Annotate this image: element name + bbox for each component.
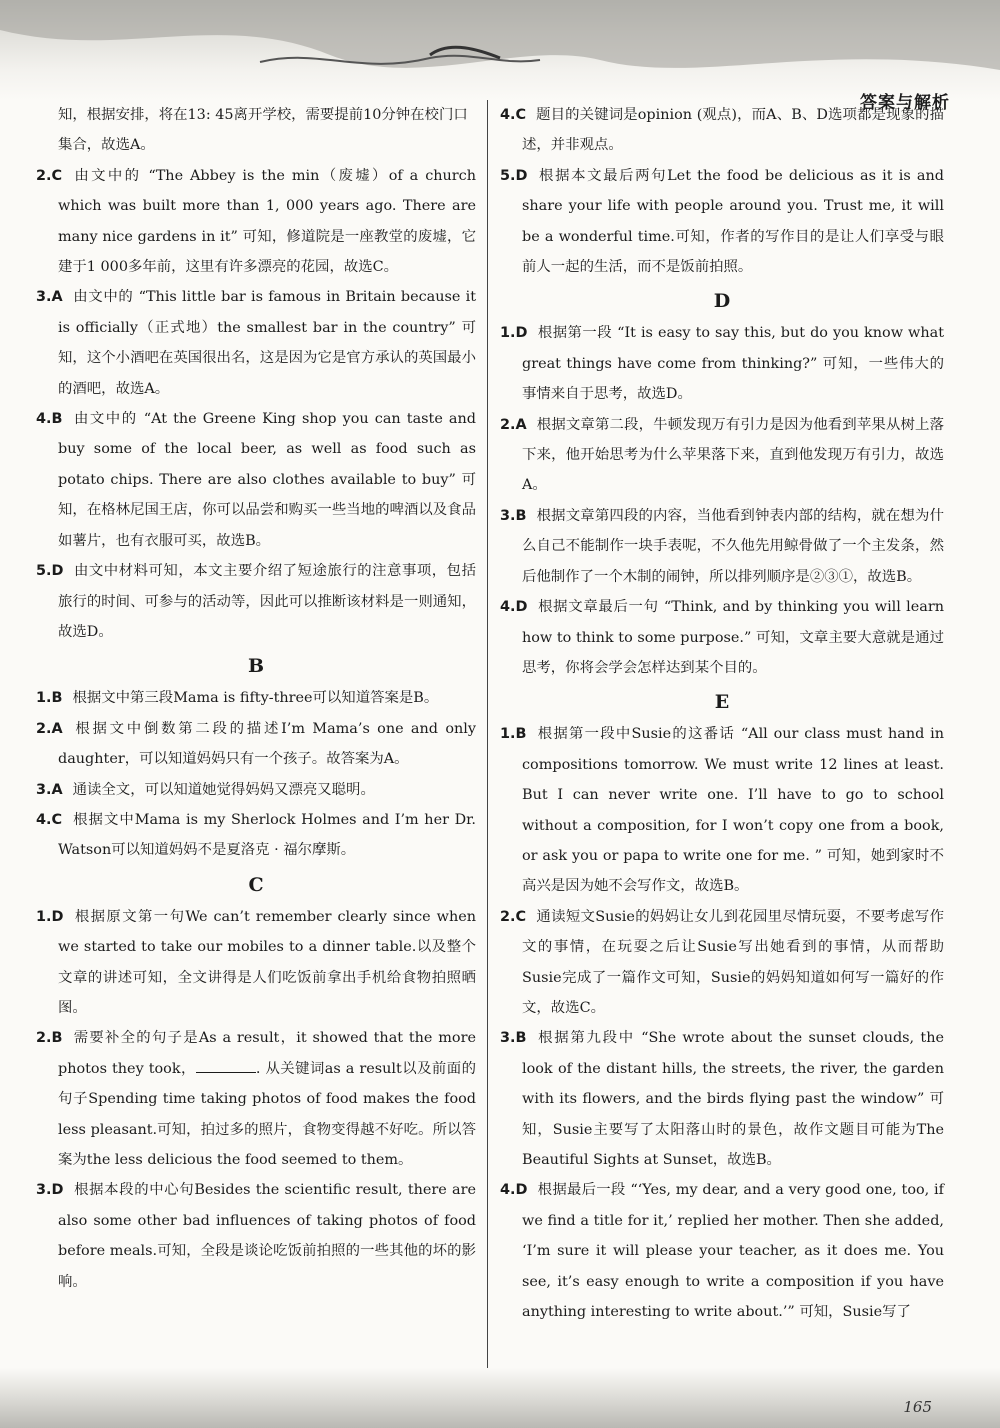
- header-ribbon-decoration: [0, 0, 1000, 100]
- answer-item: 2.C 由文中的 “The Abbey is the min（废墟）of a church which was built more than 1, 000 years ago. There are many nice gardens in it” 可知，修道院是一座教堂的废墟，它建于1 000多年前，这里有许多漂亮的花园，故选C。: [36, 167, 476, 276]
- answer-item: 4.C 题目的关键词是opinion (观点)，而A、B、D选项都是现象的描述，并非观点。: [500, 107, 944, 154]
- answer-item: 1.D 根据原文第一句We can’t remember clearly since when we started to take our mobiles to a dinner table.以及整个文章的讲述可知，全文讲得是人们吃饭前拿出手机给食物拍照晒图。: [36, 908, 476, 1016]
- answer-item: 4.B 由文中的 “At the Greene King shop you can taste and buy some of the local beer, as well as food such as potato chips. There are also clothes available to buy” 可知，在格林尼国王店，你可以品尝和购买一些当地的啤酒以及食品如薯片，也有衣服可买，故选B。: [36, 411, 476, 549]
- answer-item: 5.D 根据本文最后两句Let the food be delicious as it is and share your life with people around you. Trust me, it will be a wonderful time.可知，作者的写作目的是让人们享受与眼前人一起的生活，而不是饭前拍照。: [500, 167, 944, 276]
- right-column: [500, 100, 944, 1327]
- answer-item: 4.D 根据文章最后一句 “Think, and by thinking you will learn how to think to some purpose.” 可知，文章主要大意就是通过思考，你将会学会怎样达到某个目的。: [500, 599, 944, 676]
- answer-item: 1.B 根据文中第三段Mama is fifty-three可以知道答案是B。: [36, 690, 439, 707]
- answer-item: 1.B 根据第一段中Susie的这番话 “All our class must hand in compositions tomorrow. We must write 12 lines at least. But I can never write one. I’ll have to go to school without a composition, for I won’t copy one from a book, or ask you or papa to write one for me. ” 可知，她到家时不高兴是因为她不会写作文，故选B。: [500, 726, 944, 895]
- continued-paragraph: 知，根据安排，将在13: 45离开学校，需要提前10分钟在校门口集合，故选A。: [58, 107, 468, 154]
- answer-item: 3.A 通读全文，可以知道她觉得妈妈又漂亮又聪明。: [36, 781, 375, 798]
- answer-item: 2.A 根据文章第二段，牛顿发现万有引力是因为他看到苹果从树上落下来，他开始思考为什么苹果落下来，直到他发现万有引力，故选A。: [500, 416, 944, 494]
- answer-item: 3.B 根据第九段中 “She wrote about the sunset clouds, the look of the distant hills, the streets, the river, the garden with its flowers, and the birds flying past the window” 可知，Susie主要写了太阳落山时的景色，故作文题目可能为The Beautiful Sights at Sunset，故选B。: [500, 1030, 944, 1168]
- answer-item: 3.A 由文中的 “This little bar is famous in Britain because it is officially（正式地）the smallest bar in the country” 可知，这个小酒吧在英国很出名，这是因为它是官方承认的英国最小的酒吧，故选A。: [36, 289, 476, 397]
- footer-band: [0, 1368, 1000, 1428]
- page-number: 165: [903, 1398, 932, 1416]
- section-heading-c: C: [248, 873, 264, 896]
- answer-item: 3.B 根据文章第四段的内容，当他看到钟表内部的结构，就在想为什么自己不能制作一块手表呢，不久他先用鲸骨做了一个主发条，然后他制作了一个木制的闹钟，所以排列顺序是②③①，故选B。: [500, 507, 944, 585]
- section-heading-e: E: [714, 691, 730, 714]
- answer-item: 1.D 根据第一段 “It is easy to say this, but do you know what great things have come from thinking?” 可知，一些伟大的事情来自于思考，故选D。: [500, 325, 944, 403]
- left-column: [36, 100, 476, 1297]
- answer-item: 4.D 根据最后一段 “‘Yes, my dear, and a very good one, too, if we find a title for it,’ replied her mother. Then she added, ‘I’m sure it will please your teacher, as it does me. You see, it’s easy enough to write a composition if you have anything interesting to write about.’” 可知，Susie写了: [500, 1182, 944, 1321]
- column-divider: [487, 100, 488, 1370]
- answer-item: 2.B 需要补全的句子是As a result，it showed that the more photos they took， . 从关键词as a result以及前面的句子Spending time taking photos of food makes the food less pleasant.可知，拍过多的照片，食物变得越不好吃。所以答案为the less delicious the food seemed to them。: [36, 1030, 477, 1168]
- header-title: 答案与解析: [860, 93, 950, 113]
- answer-item: 2.A 根据文中倒数第二段的描述I’m Mama’s one and only daughter，可以知道妈妈只有一个孩子。故答案为A。: [36, 720, 476, 768]
- fill-in-blank: [196, 1058, 256, 1073]
- answer-item: 5.D 由文中材料可知，本文主要介绍了短途旅行的注意事项，包括旅行的时间、可参与的活动等，因此可以推断该材料是一则通知，故选D。: [36, 563, 476, 640]
- section-heading-d: D: [713, 290, 731, 313]
- section-heading-b: B: [247, 655, 265, 678]
- answer-item: 3.D 根据本段的中心句Besides the scientific result, there are also some other bad influences of taking photos of food before meals.可知，全段是谈论吃饭前拍照的一些其他的坏的影响。: [36, 1182, 476, 1290]
- answer-item: 4.C 根据文中Mama is my Sherlock Holmes and I’m her Dr. Watson可以知道妈妈不是夏洛克 · 福尔摩斯。: [36, 811, 476, 859]
- answer-item: 2.C 通读短文Susie的妈妈让女儿到花园里尽情玩耍，不要考虑写作文的事情，在玩耍之后让Susie写出她看到的事情，从而帮助Susie完成了一篇作文可知，Susie的妈妈知道如何写一篇好的作文，故选C。: [500, 908, 944, 1016]
